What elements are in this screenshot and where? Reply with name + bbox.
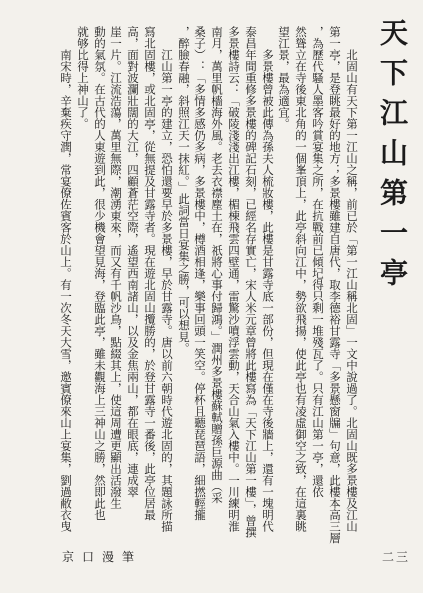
text-column: 江山第一亭的建立，恐怕還要早於多景樓，早於甘露寺。唐以前六朝時代遊北固的，其題詠所描 — [160, 49, 174, 532]
text-column: 第一亭，是登眺最好的地方；多景樓雖建自唐代，取李德裕甘露寺「多景懸窗牖」句意，此樓本高三層 — [328, 26, 342, 544]
text-column: 南宋時，辛棄疾守潤，常宴僚佐賓客於山上。有一次冬天大雪，邀賓僚來山上宴集，劉過敝衣曳 — [59, 49, 73, 532]
text-column: ，為歷代騷人墨客吟賞宴集之所，在抗戰前已傾圮得只剩一堆殘瓦了。只有江山第一亭，還依 — [311, 26, 325, 498]
text-column: 桑子）：「多情多感仍多病，多景樓中，樽酒相逢，樂事回頭一笑空。停杯且聽琵琶語，細撚輕攏 — [193, 26, 207, 521]
text-column: 動的氣氛。在古代的人東遊到此，很少機會望見海，登臨此亭，雖未觀海上三神山之勝，然即此也 — [93, 26, 107, 521]
text-column: 崖一片。江流浩蕩，萬里無際，潮湧東來，而又有千帆沙鳥，點綴其上，使這周遭更顯出活潑生 — [109, 26, 123, 509]
text-column: 北固山有天下第一江山之稱，前已於「第一江山稱北固」一文中說過了。北固山既多景樓及江山 — [345, 49, 359, 532]
text-column: 多景樓曾被此傳為孫夫人梳妝樓，此樓是甘露寺底一部份，但現在僅在寺後牆上，還有一塊明代 — [261, 49, 275, 532]
text-column: ，醉臉春融，斜照江天一抹紅。」此詞當日宴集之勝，可以想見。 — [177, 26, 191, 354]
text-column: 高，面對波瀾壯闊的大江，四顧蒼茫空際，遙望西南諸山，以及金焦兩山，都在眼底，連成翠 — [126, 26, 140, 498]
text-column: 然聳立在寺後東北角的一個峯頂上，此亭斜向江中，勢欲飛揚，使此亭也有凌虛御空之致，在這裏眺 — [294, 26, 308, 532]
page-number: 二三 — [382, 550, 411, 564]
running-footer-book-title: 京口漫筆 — [62, 550, 143, 564]
text-column: 望江景，最為適宜。 — [277, 26, 291, 130]
text-column: 寫北固樓，或北固亭，從無提及甘露寺者。現在遊北固山攬勝的，於登甘露寺一番後，此亭位居最 — [143, 26, 157, 521]
chapter-title: 天下江山第一亭 — [376, 18, 409, 298]
text-column: 南月，萬里帆檣海外風。老去衣襟塵土在，祇將心事付歸鴻。」潤州多景樓蘇軾贈孫巨源曲（采 — [210, 26, 224, 504]
text-column: 多景樓詩云：「破陵淺淺出江樓，楣棟飛雲四壁通，雷驚沙噴浮雲動，天合山氣入樓中。一川練明淮 — [227, 26, 241, 532]
text-column: 泰昌年間重修多景樓的碑記石刻，已經名存實亡，宋人米元章曾將此樓寫為「天下江山第一樓」，曾撰 — [244, 26, 258, 538]
text-column: 就够比得上神山了。 — [76, 26, 90, 130]
